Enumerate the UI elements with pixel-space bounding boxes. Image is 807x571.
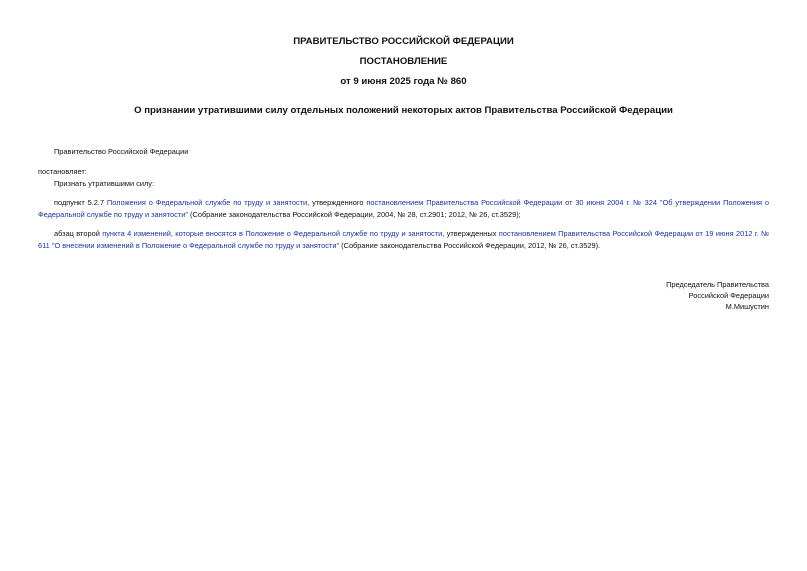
date-number: от 9 июня 2025 года № 860 — [340, 76, 467, 87]
signature-title-2: Российской Федерации — [688, 291, 769, 300]
document-type: ПОСТАНОВЛЕНИЕ — [359, 56, 448, 67]
item-paragraph-1 — [38, 197, 769, 220]
signature-title: Председатель Правительства — [666, 280, 769, 289]
resolves-text: постановляет: — [38, 167, 87, 176]
government-heading: ПРАВИТЕЛЬСТВО РОССИЙСКОЙ ФЕДЕРАЦИИ — [293, 36, 514, 47]
item2-text: , утвержденных — [442, 229, 499, 238]
item1-link-regulation[interactable]: Положения о Федеральной службе по труду и занятости — [106, 198, 308, 207]
item1-link-decree[interactable]: постановлением Правительства Российской Федерации от 30 июня 2004 г. № 324 "Об утверждении Положения о Федеральной службе по труду и занятости" — [38, 198, 770, 219]
signature-block — [666, 279, 769, 312]
item2-text: абзац второй — [54, 229, 103, 238]
item2-link-amendments[interactable]: пункта 4 изменений, которые вносятся в Положение о Федеральной службе по труду и занятости — [102, 229, 443, 238]
item1-text: , утвержденного — [307, 198, 367, 207]
item-paragraph-2 — [38, 228, 769, 251]
intro-text: Правительство Российской Федерации — [54, 147, 189, 156]
item2-link-decree[interactable]: постановлением Правительства Российской Федерации от 19 июня 2012 г. № 611 "О внесении изменений в Положение о Федеральной службе по труду и занятости" — [38, 229, 769, 250]
signature-name: М.Мишустин — [725, 302, 769, 311]
item1-text: (Собрание законодательства Российской Федерации, 2004, № 28, ст.2901; 2012, № 26, ст.3529); — [187, 209, 521, 219]
item1-text: подпункт 5.2.7 — [54, 198, 107, 207]
document-title: О признании утратившими силу отдельных положений некоторых актов Правительства Российской Федерации — [134, 105, 673, 116]
item2-text: (Собрание законодательства Российской Федерации, 2012, № 26, ст.3529). — [339, 240, 601, 250]
recognize-text: Признать утратившими силу: — [54, 179, 155, 188]
